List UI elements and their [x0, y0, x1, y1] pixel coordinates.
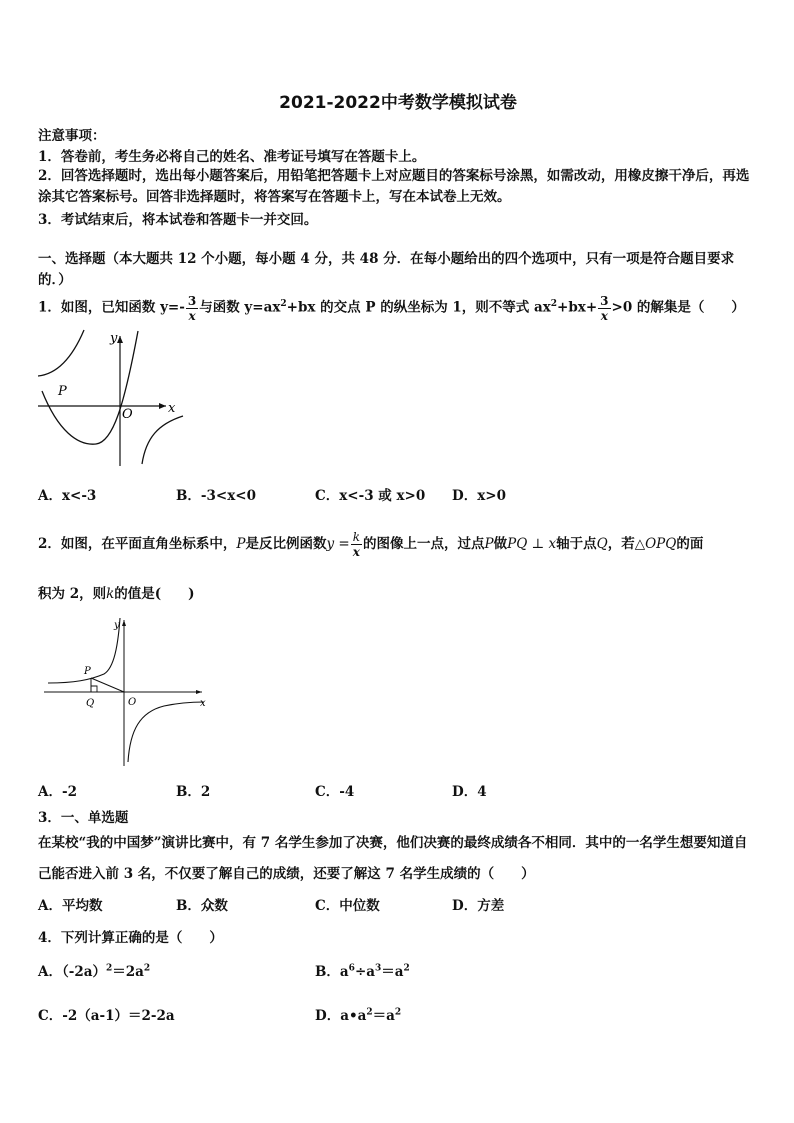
origin-label: O: [122, 407, 133, 422]
question-2-stem: 2．如图，在平面直角坐标系中，P是反比例函数y = $\frac{k}{x}$ 的图像上一点，过点P做PQ ⊥ x轴于点Q，若△OPQ的面: [38, 530, 704, 559]
q2-option-c: C．-4: [315, 784, 355, 800]
q4-option-b: B．$a^6\div a^3=a^2$: [315, 963, 410, 980]
q1-option-a: A．x<-3: [38, 488, 97, 504]
notice-heading: 注意事项：: [38, 128, 106, 144]
q4-option-a: A．$(-2a)^2=2a^2$: [38, 963, 151, 980]
question-3-stem: 在某校“我的中国梦”演讲比赛中，有 7 名学生参加了决赛，他们决赛的最终成绩各不相同．其中的一名学生想要知道自己能否进入前 3 名，不仅要了解自己的成绩，还要了解这 7 名学生成绩的（ ）: [38, 835, 748, 882]
point-q-label: Q: [86, 698, 95, 709]
q1-option-b: B．-3<x<0: [176, 488, 256, 504]
x-axis-arrow: [159, 403, 166, 409]
right-angle-mark: [91, 686, 97, 692]
x-axis-arrow: [196, 690, 202, 694]
q3-option-d: D．方差: [452, 898, 505, 914]
segment-po: [91, 678, 124, 692]
notice-item-2: 2．回答选择题时，选出每小题答案后，用铅笔把答题卡上对应题目的答案标号涂黑，如需改动，用橡皮擦干净后，再选涂其它答案标号。回答非选择题时，将答案写在答题卡上，写在本试卷上无效。: [38, 168, 750, 205]
notice-item-1: 1．答卷前，考生务必将自己的姓名、准考证号填写在答题卡上。: [38, 149, 426, 165]
q2-option-b: B．2: [176, 784, 211, 800]
hyperbola-right-branch: [142, 416, 183, 464]
fraction: $\frac{k}{x}$: [352, 530, 361, 559]
q1-option-d: D．x>0: [452, 488, 506, 504]
q4-option-c: C．-2（a-1）＝2-2a: [38, 1008, 175, 1024]
question-3-heading: 3．一、单选题: [38, 810, 129, 826]
x-axis-label: x: [168, 401, 176, 416]
q3-option-a: A．平均数: [38, 898, 103, 914]
point-p-label: P: [58, 384, 67, 399]
q2-option-d: D．4: [452, 784, 487, 800]
y-axis-arrow: [122, 620, 126, 626]
q1-option-c: C．x<-3 或 x>0: [315, 488, 426, 504]
question-1-figure: [38, 326, 188, 468]
hyperbola-left-branch: [38, 330, 84, 376]
question-2-stem-line-2: 积为 2，则k的值是( ): [38, 586, 195, 602]
page-title: 2021-2022中考数学模拟试卷: [279, 93, 517, 113]
q3-option-b: B．众数: [176, 898, 228, 914]
question-4-stem: 4．下列计算正确的是（ ）: [38, 930, 223, 946]
parabola-curve: [42, 331, 138, 444]
point-p-label: P: [84, 666, 91, 677]
q4-option-d: D．$a•a^2=a^2$: [315, 1007, 402, 1024]
y-axis-label: y: [114, 620, 120, 631]
notice-item-3: 3．考试结束后，将本试卷和答题卡一并交回。: [38, 212, 318, 228]
y-axis-label: y: [110, 331, 118, 346]
x-axis-label: x: [200, 698, 206, 709]
fraction: $\frac{3}{x}$: [600, 293, 609, 323]
hyperbola-lower-branch: [128, 702, 204, 762]
section-heading: 一、选择题（本大题共 12 个小题，每小题 4 分，共 48 分．在每小题给出的四个选项中，只有一项是符合题目要求的．）: [38, 251, 735, 288]
question-1-stem: 1．如图，已知函数 y=- $\frac{3}{x}$ 与函数 $y=ax^2+bx$ 的交点 P 的纵坐标为 1，则不等式 $ax^2+bx+$ $\frac{3}{x}$ >0 的解集是（ ）: [38, 293, 745, 323]
fraction: $\frac{3}{x}$: [187, 293, 197, 323]
y-axis-arrow: [117, 336, 123, 343]
q3-option-c: C．中位数: [315, 898, 380, 914]
q2-option-a: A．-2: [38, 784, 77, 800]
origin-label: O: [128, 697, 137, 708]
question-2-figure: [44, 612, 214, 768]
